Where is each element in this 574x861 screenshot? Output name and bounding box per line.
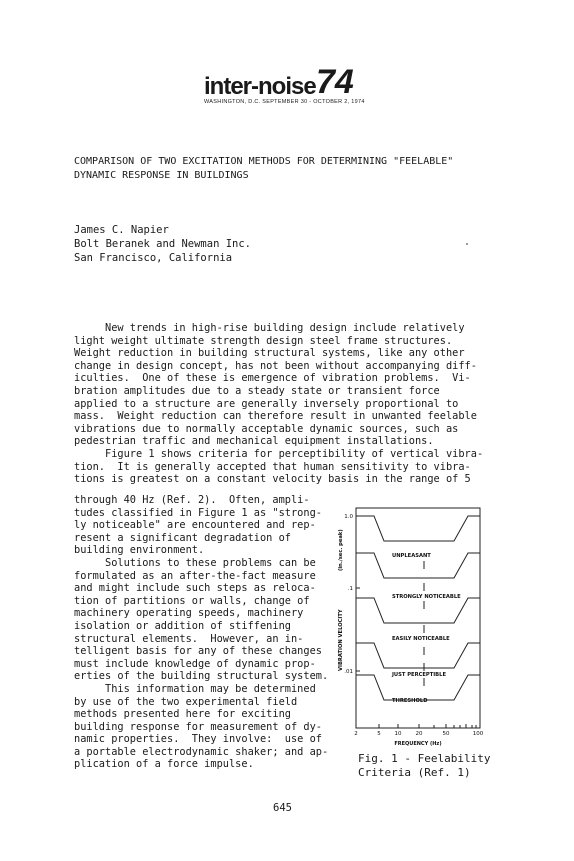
body-narrow-line: plication of a force impulse. (74, 758, 254, 771)
body-full-line: bration amplitudes due to a steady state or transient force (74, 384, 440, 397)
band-label-threshold: THRESHOLD (392, 698, 428, 704)
x-axis-label: FREQUENCY (Hz) (394, 741, 442, 747)
body-full-line: New trends in high-rise building design include relatively (74, 322, 465, 334)
body-narrow-line: a portable electrodynamic shaker; and ap- (74, 745, 329, 758)
y-axis-unit: (in./sec. peak) (338, 529, 344, 571)
x-tick-label-3: 10 (394, 731, 402, 737)
band-label-unpleasant: UNPLEASANT (392, 553, 431, 559)
body-narrow-line: namic properties. They involve: use of (74, 733, 322, 746)
body-full-line: Figure 1 shows criteria for perceptibility of vertical vibra- (74, 447, 484, 460)
body-narrow-line: Solutions to these problems can be (74, 556, 316, 569)
body-narrow-line: through 40 Hz (Ref. 2). Often, ampli- (74, 494, 310, 506)
body-text-narrow-column (74, 494, 328, 771)
scan-speck (466, 243, 468, 245)
body-full-line: pedestrian traffic and mechanical equipment installations. (74, 435, 434, 448)
author-location: San Francisco, California (74, 252, 233, 264)
body-narrow-line: This information may be determined (74, 682, 316, 695)
body-full-line: Weight reduction in building structural systems, like any other (74, 347, 465, 360)
caption-line-2: Criteria (Ref. 1) (358, 766, 471, 779)
conference-logo (204, 63, 365, 112)
body-full-line: light weight ultimate strength design steel frame structures. (74, 334, 453, 347)
body-narrow-line: resent a significant degradation of (74, 531, 291, 544)
band-curve-3 (356, 598, 480, 623)
title-line-2: DYNAMIC RESPONSE IN BUILDINGS (74, 170, 249, 181)
body-narrow-line: must include knowledge of dynamic prop- (74, 657, 316, 670)
body-narrow-line: machinery operating speeds, machinery (74, 607, 304, 620)
author-block (74, 223, 251, 265)
y-axis-label: VIBRATION VELOCITY (338, 609, 344, 671)
author-name: James C. Napier (74, 224, 169, 236)
body-narrow-line: erties of the building structural system. (74, 670, 329, 683)
x-tick-label-4: 20 (415, 731, 423, 737)
body-full-line: applied to a structure are generally inversely proportional to (74, 397, 459, 410)
band-label-easily-noticeable: EASILY NOTICEABLE (392, 636, 450, 642)
caption-line-1: Fig. 1 - Feelability (358, 752, 491, 765)
body-full-line: mass. Weight reduction can therefore result in unwanted feelable (74, 410, 477, 423)
logo-text: inter-noise (204, 73, 316, 100)
y-tick-label-2: .1 (347, 586, 353, 592)
band-curve-4 (356, 643, 480, 668)
body-full-line: vibrations due to normally acceptable dynamic sources, such as (74, 422, 459, 435)
x-tick-label-1: 2 (354, 731, 358, 737)
x-tick-label-5: 50 (442, 731, 450, 737)
band-label-strongly-noticeable: STRONGLY NOTICEABLE (392, 594, 461, 600)
body-narrow-line: structural elements. However, an in- (74, 632, 304, 645)
body-narrow-line: telligent basis for any of these changes (74, 645, 322, 658)
band-label-just-perceptible: JUST PERCEPTIBLE (392, 672, 446, 678)
figure-caption (358, 752, 490, 780)
body-narrow-line: building environment. (74, 544, 205, 557)
body-full-line: tion. It is generally accepted that human sensitivity to vibra- (74, 460, 471, 473)
body-narrow-line: tudes classified in Figure 1 as "strong- (74, 506, 322, 519)
x-tick-label-6: 100 (472, 731, 484, 737)
body-full-line: iculties. One of these is emergence of vibration problems. Vi- (74, 372, 471, 385)
band-curve-1 (356, 516, 480, 541)
paper-title (74, 155, 514, 183)
body-narrow-line: ly noticeable" are encountered and rep- (74, 519, 316, 532)
body-narrow-line: methods presented here for exciting (74, 708, 291, 721)
title-line-1: COMPARISON OF TWO EXCITATION METHODS FOR DETERMINING "FEELABLE" (74, 156, 454, 167)
band-curve-5 (356, 675, 480, 700)
body-narrow-line: by use of the two experimental field (74, 695, 298, 708)
x-tick-label-2: 5 (377, 731, 381, 737)
page-number: 645 (273, 802, 292, 814)
body-text-full-width (74, 322, 483, 486)
body-full-line: change in design concept, has not been without accompanying diff- (74, 359, 477, 372)
body-narrow-line: tion of partitions or walls, change of (74, 594, 310, 607)
y-tick-label-3: .01 (344, 669, 353, 675)
body-narrow-line: building response for measurement of dy- (74, 720, 322, 733)
body-narrow-line: isolation or addition of stiffening (74, 619, 291, 632)
y-tick-label-1: 1.0 (344, 514, 353, 520)
body-narrow-line: and might include such steps as reloca- (74, 582, 316, 595)
logo-subtitle: WASHINGTON, D.C. SEPTEMBER 30 - OCTOBER 2, 1974 (204, 99, 365, 105)
body-full-line: tions is greatest on a constant velocity basis in the range of 5 (74, 473, 471, 486)
feelability-criteria-figure (334, 503, 486, 751)
author-affiliation: Bolt Beranek and Newman Inc. (74, 238, 252, 250)
logo-year: 74 (316, 63, 354, 101)
body-narrow-line: formulated as an after-the-fact measure (74, 569, 316, 582)
